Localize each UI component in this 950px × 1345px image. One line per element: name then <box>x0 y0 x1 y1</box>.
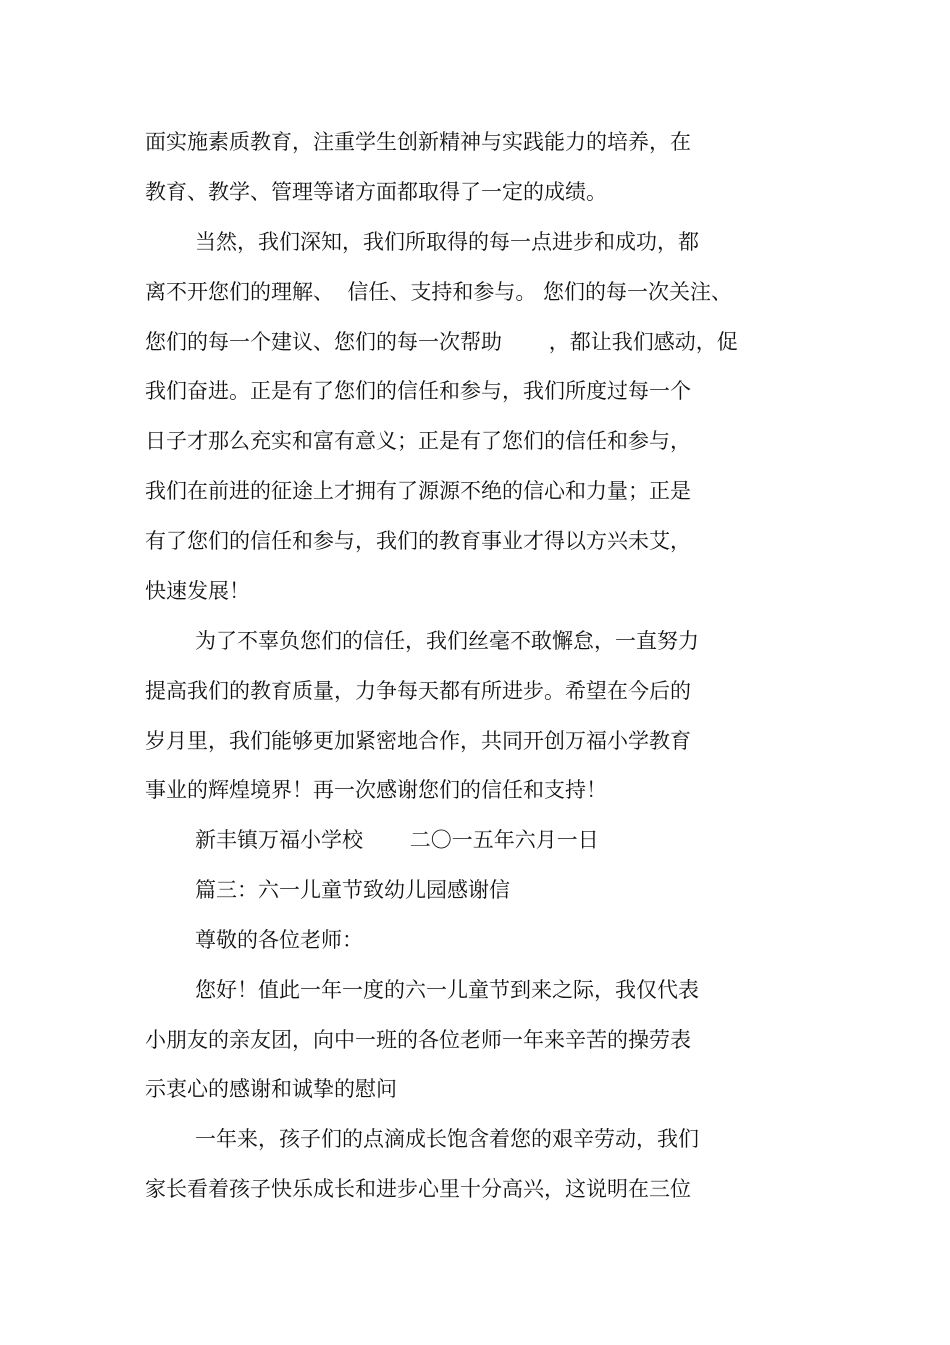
text-line: 家长看着孩子快乐成长和进步心里十分高兴，这说明在三位 <box>145 1177 691 1201</box>
section-heading: 篇三：六一儿童节致幼儿园感谢信 <box>195 878 510 902</box>
text-line: 为了不辜负您们的信任，我们丝毫不敢懈怠，一直努力 <box>195 629 699 653</box>
text-line: 您好！值此一年一度的六一儿童节到来之际，我仅代表 <box>195 978 699 1002</box>
text-line: 一年来，孩子们的点滴成长饱含着您的艰辛劳动，我们 <box>195 1127 699 1151</box>
text-line: 教育、教学、管理等诸方面都取得了一定的成绩。 <box>145 180 607 204</box>
text-line: 当然，我们深知，我们所取得的每一点进步和成功，都 <box>195 230 699 254</box>
text-line: 提高我们的教育质量，力争每天都有所进步。希望在今后的 <box>145 679 691 703</box>
text-line: 事业的辉煌境界！再一次感谢您们的信任和支持！ <box>145 778 607 802</box>
signature-line: 新丰镇万福小学校 二〇一五年六月一日 <box>195 828 599 852</box>
text-line: 面实施素质教育，注重学生创新精神与实践能力的培养，在 <box>145 130 691 154</box>
text-line: 示衷心的感谢和诚挚的慰问 <box>145 1077 397 1101</box>
text-line: 有了您们的信任和参与，我们的教育事业才得以方兴未艾， <box>145 529 691 553</box>
text-line: 您们的每一个建议、您们的每一次帮助 ，都让我们感动，促 <box>145 330 738 354</box>
text-line: 快速发展！ <box>145 579 250 603</box>
text-line: 日子才那么充实和富有意义；正是有了您们的信任和参与， <box>145 429 691 453</box>
text-line: 我们奋进。正是有了您们的信任和参与，我们所度过每一个 <box>145 379 691 403</box>
text-line: 岁月里，我们能够更加紧密地合作，共同开创万福小学教育 <box>145 729 691 753</box>
text-line: 我们在前进的征途上才拥有了源源不绝的信心和力量；正是 <box>145 479 691 503</box>
text-line: 离不开您们的理解、 信任、支持和参与。 您们的每一次关注、 <box>145 280 733 304</box>
salutation: 尊敬的各位老师： <box>195 928 363 952</box>
text-line: 小朋友的亲友团，向中一班的各位老师一年来辛苦的操劳表 <box>145 1028 691 1052</box>
